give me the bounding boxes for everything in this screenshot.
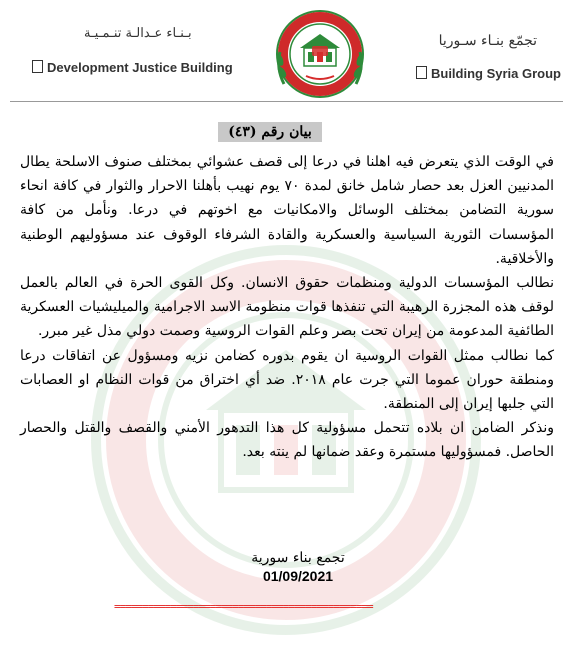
bullet-box-icon (32, 60, 43, 73)
header-divider (10, 101, 563, 102)
letterhead (0, 0, 573, 100)
english-slogan-line (32, 60, 233, 75)
statement-paragraph: نطالب المؤسسات الدولية ومنظمات حقوق الانسان. وكل القوى الحرة في العالم بالعمل لوقف هذه المجزرة الرهيبة التي تنفذها قوات منظومة الاسد الاجرامية والميليشيات العسكرية الطائفية المدعومة من إيران تحت بصر وعلم القوات الروسية وصمت دولي مذل غير مبرر. (20, 275, 554, 340)
english-org-name: Building Syria Group (430, 66, 561, 81)
signature-org: تجمع بناء سورية (251, 550, 345, 566)
english-slogan: Development Justice Building (47, 60, 233, 75)
statement-paragraph: ونذكر الضامن ان بلاده تتحمل مسؤولية كل هذا التدهور الأمني والقصف والقتل والحصار الحاصل. فمسؤوليها مستمرة وعقد ضمانها لم ينته بعد. (20, 420, 554, 461)
bullet-box-icon (416, 66, 427, 79)
english-org-line (416, 66, 561, 81)
statement-paragraph: في الوقت الذي يتعرض فيه اهلنا في درعا إلى قصف عشوائي بمختلف صنوف الاسلحة يطال المدنيين العزل بعد حصار شامل خانق لمدة ٧٠ يوم نهيب بأهلنا الاحرار والثوار في كافة انحاء سورية التضامن بمختلف الوسائل والامكانيات مع اخوتهم في درعا. ونأمل من كافة المؤسسات الثورية السياسية والعسكرية والقادة الشرفاء الوقوف عند مسؤوليهم الوطنية والأخلاقية. (20, 154, 555, 267)
signature-block (168, 550, 428, 584)
statement-title: بيان رقم (٤٣) (218, 122, 322, 142)
statement-body (20, 150, 554, 465)
arabic-slogan: بـنـاء عـدالـة تنـمـيـة (84, 26, 192, 41)
statement-date: 01/09/2021 (262, 568, 334, 584)
closing-rule: ============================================== (114, 600, 373, 610)
arabic-org-name: تجمّع بنـاء سـوريا (438, 33, 537, 49)
statement-paragraph: كما نطالب ممثل القوات الروسية ان يقوم بدوره كضامن نزيه ومسؤول عن اتفاقات درعا ومنطقة حوران عموما التي جرت عام ٢٠١٨. ضد أي اختراق من قوات النظام او العصابات التي جلبها إيران إلى المنطقة. (20, 347, 554, 413)
building-syria-logo (266, 8, 374, 100)
